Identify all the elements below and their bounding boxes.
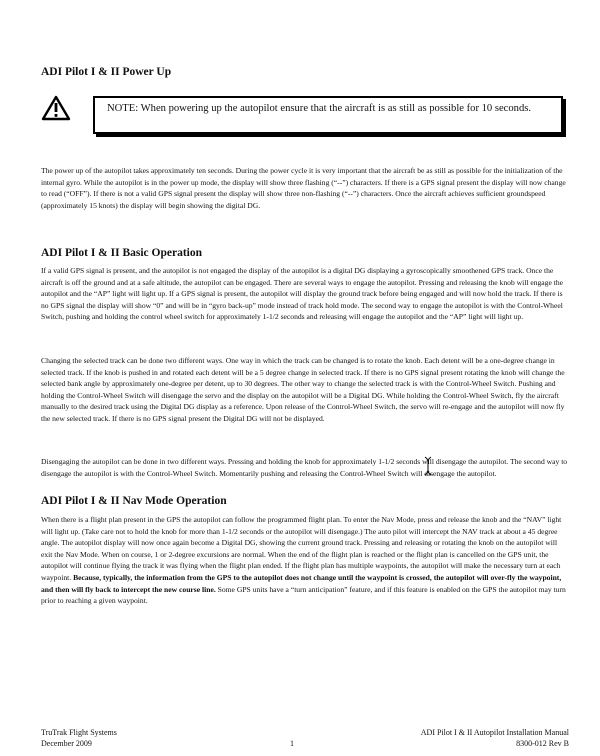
footer-doc-number: 8300-012 Rev B bbox=[516, 739, 569, 748]
nav-mode-paragraph bbox=[41, 514, 569, 607]
basic-operation-paragraph-3: Disengaging the autopilot can be done in two different ways. Pressing and holding the knob for approximately 1-1/2 seconds will disengage the autopilot. The second way to disengage the autopilot is with the Control-Wheel Switch. Momentarily pushing and releasing the Control-Wheel Switch will disengage the autopilot. bbox=[41, 457, 568, 478]
footer-manual-title: ADI Pilot I & II Autopilot Installation Manual bbox=[420, 728, 569, 737]
nav-mode-bold-text: Because, typically, the information from the GPS to the autopilot does not change until the waypoint is crossed, the autopilot will over-fly the waypoint, and then will fly back to intercept the new course line. bbox=[41, 572, 562, 594]
footer-date: December 2009 bbox=[41, 739, 92, 748]
nav-mode-heading: ADI Pilot I & II Nav Mode Operation bbox=[41, 495, 227, 507]
basic-operation-heading: ADI Pilot I & II Basic Operation bbox=[41, 247, 202, 259]
basic-operation-paragraph-1: If a valid GPS signal is present, and the autopilot is not engaged the display of the autopilot is a digital DG displaying a gyroscopically smoothened GPS track. Once the aircraft is off the ground and at a safe altitude, the autopilot can be engaged. There are several ways to engage the autopilot. Pressing and releasing the knob will engage the autopilot and the “AP” light will light up. If a GPS signal is present, the autopilot will display the ground track before being engaged and will now hold the track. If there is no GPS signal the display will show “0” and will be in “gyro back-up” mode instead of track hold mode. The second way to engage the autopilot is with the Control-Wheel Switch, pushing and holding the control wheel switch for approximately 1-1/2 seconds and releasing will engage the autopilot and the “AP” light will light up. bbox=[41, 266, 564, 322]
warning-icon bbox=[41, 95, 71, 121]
note-callout bbox=[41, 92, 569, 140]
note-text: NOTE: When powering up the autopilot ensure that the aircraft is as still as possible for 10 seconds. bbox=[93, 96, 563, 134]
nav-mode-text-tail: Some GPS units have a “turn anticipation” feature, and if this feature is enabled on the GPS the autopilot may turn prior to reaching a given waypoint. bbox=[41, 584, 566, 606]
basic-operation-paragraph-2: Changing the selected track can be done two different ways. One way in which the track can be changed is to rotate the knob. Each detent will be a one-degree change in selected track. If the knob is pushed in and rotated each detent will be a 5 degree change in selected track. If there is no GPS signal present rotating the knob will change the selected bank angle by approximately one-degree per detent, up to 30 degrees. The other way to change the selected track is with the Control-Wheel Switch. Pushing and holding the Control-Wheel Switch will disengage the servo and the display on the autopilot will be a Digital DG. While holding the Control-Wheel Switch, fly the aircraft manually to the desired track using the Digital DG display as a reference. Upon release of the Control-Wheel Switch, the servo will re-engage and the autopilot will now fly the new selected track. If there is no GPS signal present the Digital DG will not be displayed. bbox=[41, 356, 565, 423]
text-cursor-icon bbox=[424, 456, 432, 476]
footer-company: TruTrak Flight Systems bbox=[41, 728, 117, 737]
nav-mode-text: When there is a flight plan present in the GPS the autopilot can follow the programmed flight plan. To enter the Nav Mode, press and release the knob and the “NAV” light will light up. (Take care not to hold the knob for more than 1-1/2 seconds or the autopilot will disengage.) The auto pilot will intercept the NAV track at about a 45 degree angle. The autopilot display will now once again become a Digital DG, showing the current ground track. Pressing and releasing or rotating the knob on the autopilot will exit the Nav Mode. When on course, 1 or 2-degree excursions are normal. When the end of the flight plan is reached or the flight plan is cancelled on the GPS unit, the autopilot will continue flying the track it was flying when the flight plan ended. If the flight plan has multiple waypoints, the autopilot will make the necessary turn at each waypoint. bbox=[41, 515, 562, 582]
footer-page-number: 1 bbox=[290, 739, 294, 748]
power-up-paragraph: The power up of the autopilot takes approximately ten seconds. During the power cycle it is very important that the aircraft be as still as possible for the initialization of the internal gyro. While the autopilot is in the power up mode, the display will show three flashing (“--”) characters. If there is a GPS signal present the display will now change to read (“OFF”). If there is not a valid GPS signal present the display will show three non-flashing (“--”) characters. Once the aircraft achieves sufficient groundspeed (approximately 15 knots) the display will begin showing the digital DG. bbox=[41, 166, 566, 210]
power-up-heading: ADI Pilot I & II Power Up bbox=[41, 66, 172, 78]
page-footer bbox=[41, 728, 569, 752]
